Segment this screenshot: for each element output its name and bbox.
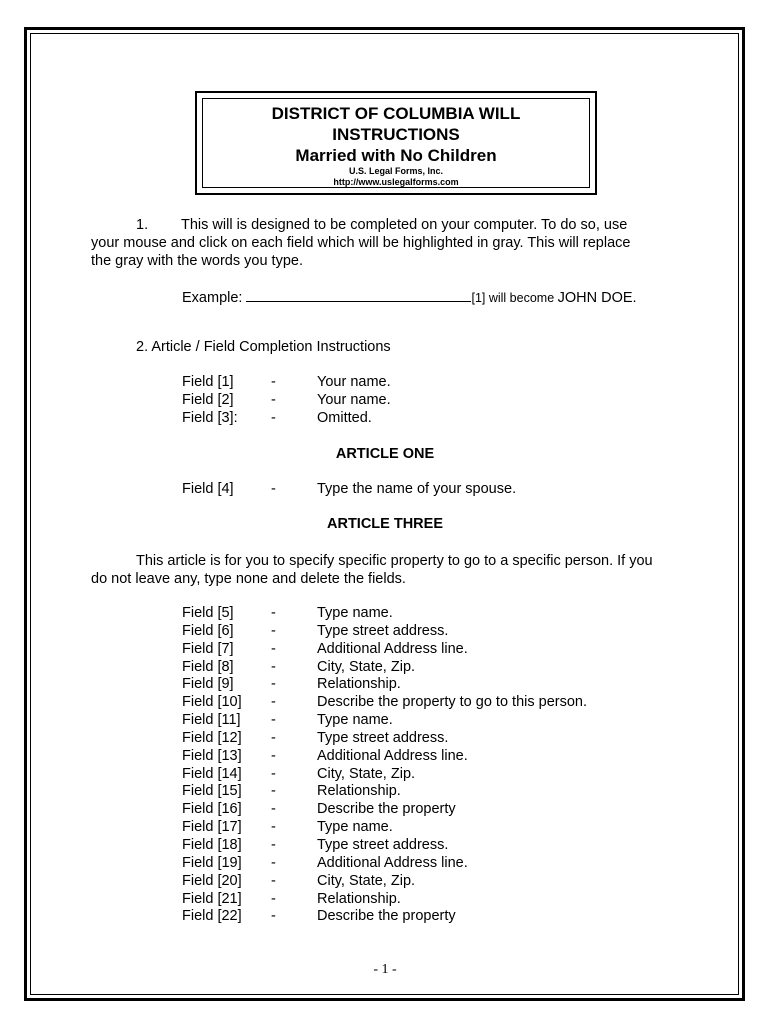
title-box xyxy=(195,91,597,195)
article-three-intro-line1: This article is for you to specify specific property to go to a specific person. If you xyxy=(136,553,653,569)
field-dash: - xyxy=(271,409,276,426)
field-description: Omitted. xyxy=(317,409,372,426)
field-description: Describe the property to go to this person. xyxy=(317,694,588,711)
field-label: Field [1] xyxy=(182,374,234,390)
field-instruction-row xyxy=(182,801,587,819)
field-label: Field [15] xyxy=(182,783,242,800)
document-title-line2: INSTRUCTIONS xyxy=(332,125,460,144)
section1-text-line3: the gray with the words you type. xyxy=(91,253,303,269)
field-dash: - xyxy=(271,605,276,621)
section1-number: 1. xyxy=(136,217,149,233)
field-label: Field [5] xyxy=(182,605,234,621)
field-dash: - xyxy=(271,783,276,800)
field-dash: - xyxy=(271,747,276,764)
field-label: Field [4] xyxy=(182,481,234,497)
field-description: Relationship. xyxy=(317,890,401,907)
field-instruction-row xyxy=(182,873,587,891)
article-three-heading: ARTICLE THREE xyxy=(327,516,443,532)
article-three-field-list xyxy=(182,605,587,926)
article-three-intro xyxy=(91,552,691,588)
section1-text-line2: your mouse and click on each field which will be highlighted in gray. This will replace xyxy=(91,235,631,251)
field-label: Field [17] xyxy=(182,819,242,836)
field-dash: - xyxy=(271,481,276,497)
field-label: Field [13] xyxy=(182,747,242,764)
field-instruction-row xyxy=(182,855,587,873)
field-description: Type the name of your spouse. xyxy=(317,481,517,497)
field-instruction-row xyxy=(182,783,587,801)
field-description: Type name. xyxy=(317,605,393,621)
field-instruction-row xyxy=(182,694,587,712)
field-label: Field [19] xyxy=(182,854,242,871)
field-description: Describe the property xyxy=(317,801,456,818)
field-dash: - xyxy=(271,676,276,693)
field-instruction-row xyxy=(182,374,391,392)
field-label: Field [8] xyxy=(182,658,234,675)
field-dash: - xyxy=(271,801,276,818)
field-description: City, State, Zip. xyxy=(317,765,416,782)
field-dash: - xyxy=(271,729,276,746)
intro-field-list xyxy=(182,374,391,428)
example-label: Example: xyxy=(182,290,247,306)
field-instruction-row xyxy=(182,891,587,909)
field-dash: - xyxy=(271,765,276,782)
field-instruction-row xyxy=(182,481,516,499)
field-instruction-row xyxy=(182,712,587,730)
document-title-line1: DISTRICT OF COLUMBIA WILL xyxy=(271,104,521,123)
field-dash: - xyxy=(271,890,276,907)
field-label: Field [9] xyxy=(182,676,234,693)
field-dash: - xyxy=(271,391,276,408)
field-label: Field [20] xyxy=(182,872,242,889)
article-one-heading: ARTICLE ONE xyxy=(335,446,435,462)
field-dash: - xyxy=(271,374,276,390)
field-description: Type street address. xyxy=(317,729,449,746)
field-instruction-row xyxy=(182,730,587,748)
field-label: Field [3]: xyxy=(182,409,238,426)
field-instruction-row xyxy=(182,837,587,855)
field-description: Your name. xyxy=(317,391,391,408)
field-description: Additional Address line. xyxy=(317,640,468,657)
field-instruction-row xyxy=(182,659,587,677)
field-label: Field [22] xyxy=(182,908,242,925)
field-description: Type name. xyxy=(317,819,393,836)
field-dash: - xyxy=(271,640,276,657)
field-label: Field [6] xyxy=(182,622,234,639)
field-label: Field [2] xyxy=(182,391,234,408)
field-label: Field [11] xyxy=(182,712,241,729)
section1-paragraph xyxy=(91,216,691,270)
example-result: JOHN DOE. xyxy=(557,290,637,306)
field-dash: - xyxy=(271,694,276,711)
field-description: Type street address. xyxy=(317,622,449,639)
field-dash: - xyxy=(271,658,276,675)
field-description: Relationship. xyxy=(317,676,401,693)
field-description: Type name. xyxy=(317,712,393,729)
field-instruction-row xyxy=(182,410,391,428)
field-description: City, State, Zip. xyxy=(317,872,416,889)
field-dash: - xyxy=(271,819,276,836)
field-description: Type street address. xyxy=(317,836,449,853)
company-name: U.S. Legal Forms, Inc. xyxy=(348,166,444,176)
field-instruction-row xyxy=(182,392,391,410)
field-description: Additional Address line. xyxy=(317,854,468,871)
document-subtitle: Married with No Children xyxy=(295,146,497,165)
section2-heading: 2. Article / Field Completion Instructions xyxy=(136,339,391,355)
field-instruction-row xyxy=(182,676,587,694)
field-label: Field [7] xyxy=(182,640,234,657)
field-label: Field [18] xyxy=(182,836,242,853)
field-instruction-row xyxy=(182,605,587,623)
title-box-inner xyxy=(202,98,590,188)
field-label: Field [12] xyxy=(182,729,242,746)
page-number: - 1 - xyxy=(373,962,397,977)
field-label: Field [21] xyxy=(182,890,242,907)
example-line xyxy=(182,287,637,306)
field-instruction-row xyxy=(182,748,587,766)
field-dash: - xyxy=(271,712,276,729)
field-dash: - xyxy=(271,836,276,853)
section1-text-line1: This will is designed to be completed on your computer. To do so, use xyxy=(181,217,628,233)
example-field-ref: [1] will become xyxy=(471,291,558,305)
field-description: Relationship. xyxy=(317,783,401,800)
field-description: Additional Address line. xyxy=(317,747,468,764)
field-description: City, State, Zip. xyxy=(317,658,416,675)
company-url: http://www.uslegalforms.com xyxy=(333,177,459,187)
section1-line1 xyxy=(91,216,691,234)
field-dash: - xyxy=(271,854,276,871)
field-instruction-row xyxy=(182,641,587,659)
field-label: Field [14] xyxy=(182,765,242,782)
article-one-field-list xyxy=(182,481,516,499)
field-dash: - xyxy=(271,908,276,925)
field-description: Your name. xyxy=(317,374,391,390)
field-dash: - xyxy=(271,872,276,889)
field-dash: - xyxy=(271,622,276,639)
field-label: Field [16] xyxy=(182,801,242,818)
field-instruction-row xyxy=(182,908,587,926)
field-instruction-row xyxy=(182,766,587,784)
article-three-intro-line2: do not leave any, type none and delete the fields. xyxy=(91,571,406,587)
field-instruction-row xyxy=(182,819,587,837)
field-label: Field [10] xyxy=(182,694,242,711)
field-instruction-row xyxy=(182,623,587,641)
field-description: Describe the property xyxy=(317,908,456,925)
example-blank xyxy=(246,287,471,302)
